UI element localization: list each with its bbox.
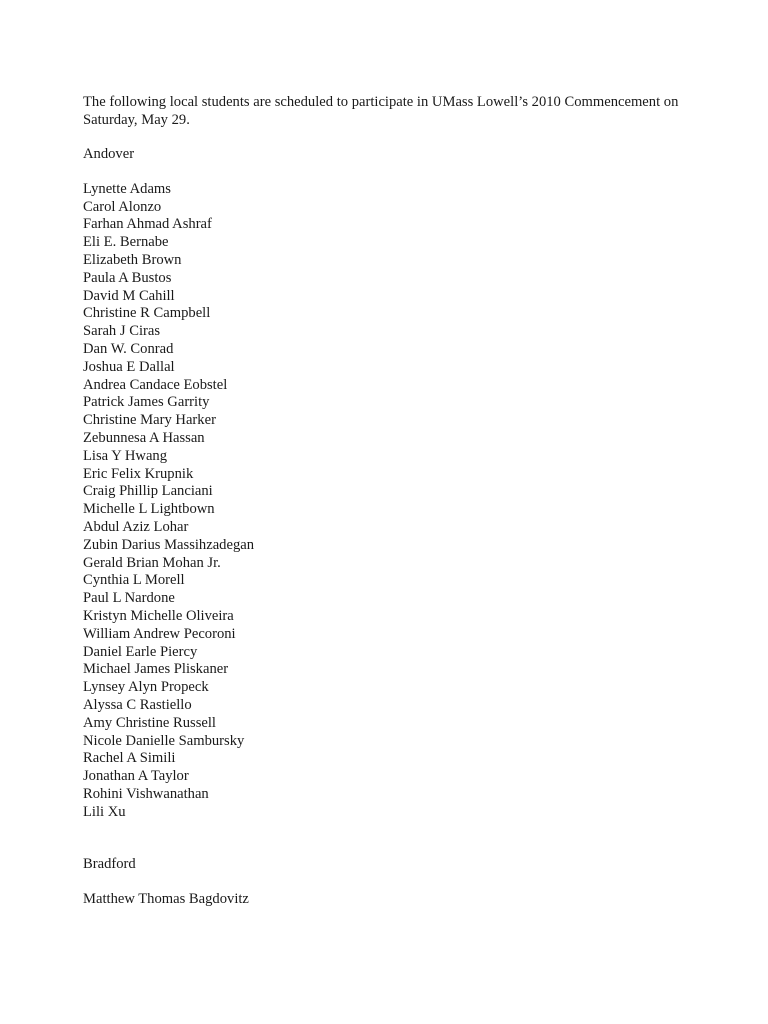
student-name: Andrea Candace Eobstel [83, 376, 228, 393]
student-name: Paul L Nardone [83, 590, 175, 607]
section-andover [83, 146, 723, 821]
student-name: Amy Christine Russell [83, 714, 216, 731]
student-name: William Andrew Pecoroni [83, 625, 236, 642]
student-name: Sarah J Ciras [83, 323, 161, 340]
student-name: Lisa Y Hwang [83, 447, 168, 464]
student-name: Craig Phillip Lanciani [83, 483, 213, 500]
student-name: Farhan Ahmad Ashraf [83, 216, 212, 233]
student-name: Zebunnesa A Hassan [83, 429, 205, 446]
student-name: Gerald Brian Mohan Jr. [83, 554, 221, 571]
student-name: Jonathan A Taylor [83, 768, 189, 785]
student-name: Christine Mary Harker [83, 412, 216, 429]
student-name: Alyssa C Rastiello [83, 696, 192, 713]
student-name: David M Cahill [83, 287, 175, 304]
student-name: Rachel A Simili [83, 750, 176, 767]
town-heading-andover: Andover [83, 146, 135, 162]
section-bradford [83, 856, 723, 909]
student-name: Elizabeth Brown [83, 251, 182, 268]
student-name: Matthew Thomas Bagdovitz [83, 891, 249, 908]
student-name: Lynette Adams [83, 180, 171, 197]
student-name: Carol Alonzo [83, 198, 162, 215]
student-name: Daniel Earle Piercy [83, 643, 198, 660]
student-name: Christine R Campbell [83, 305, 211, 322]
student-name: Paula A Bustos [83, 269, 172, 286]
student-name: Joshua E Dallal [83, 358, 175, 375]
town-heading-bradford: Bradford [83, 856, 136, 873]
student-name: Zubin Darius Massihzadegan [83, 536, 255, 553]
student-name: Rohini Vishwanathan [83, 785, 209, 802]
student-name: Cynthia L Morell [83, 572, 185, 589]
student-name: Patrick James Garrity [83, 394, 210, 411]
student-name: Abdul Aziz Lohar [83, 518, 189, 535]
student-name: Nicole Danielle Sambursky [83, 732, 245, 749]
student-name: Michelle L Lightbown [83, 501, 215, 518]
document-page [83, 94, 723, 909]
intro-paragraph: The following local students are scheduled to participate in UMass Lowell’s 2010 Commencement on Saturday, May 29. [83, 94, 679, 128]
student-name: Dan W. Conrad [83, 340, 174, 357]
student-list-andover [83, 181, 723, 822]
student-name: Lynsey Alyn Propeck [83, 679, 209, 696]
student-name: Eric Felix Krupnik [83, 465, 194, 482]
student-name: Michael James Pliskaner [83, 661, 229, 678]
student-name: Lili Xu [83, 803, 126, 820]
student-list-bradford [83, 891, 723, 909]
student-name: Kristyn Michelle Oliveira [83, 607, 234, 624]
student-name: Eli E. Bernabe [83, 234, 169, 251]
